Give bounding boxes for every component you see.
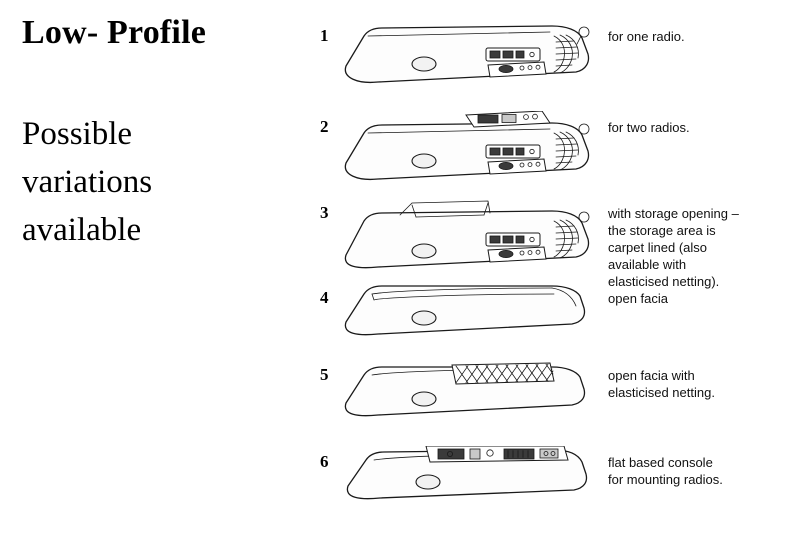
console-illustration-1 bbox=[338, 20, 608, 96]
page-subtitle bbox=[22, 110, 152, 254]
caption-line: elasticised netting. bbox=[608, 385, 715, 400]
console-illustration-5 bbox=[338, 359, 608, 425]
subtitle-line-2: variations bbox=[22, 164, 153, 200]
variation-caption-4 bbox=[608, 290, 793, 307]
caption-line: for two radios. bbox=[608, 120, 690, 135]
caption-line: open facia with bbox=[608, 368, 695, 383]
caption-line: for mounting radios. bbox=[608, 472, 723, 487]
variation-number-6: 6 bbox=[320, 452, 329, 471]
variation-caption-2 bbox=[608, 119, 793, 136]
caption-line: elasticised netting). bbox=[608, 274, 720, 289]
caption-line: for one radio. bbox=[608, 29, 685, 44]
caption-line: carpet lined (also bbox=[608, 240, 707, 255]
variation-number-3: 3 bbox=[320, 203, 329, 222]
subtitle-line-3: available bbox=[22, 212, 142, 248]
console-illustration-2 bbox=[338, 111, 608, 191]
caption-line: open facia bbox=[608, 291, 668, 306]
variation-caption-6 bbox=[608, 454, 793, 488]
page-title: Low- Profile bbox=[22, 14, 207, 51]
console-illustration-6 bbox=[338, 446, 608, 508]
variation-caption-5 bbox=[608, 367, 793, 401]
caption-line: available with bbox=[608, 257, 687, 272]
caption-line: the storage area is bbox=[608, 223, 716, 238]
subtitle-line-1: Possible bbox=[22, 116, 133, 152]
variation-number-2: 2 bbox=[320, 117, 329, 136]
caption-line: with storage opening – bbox=[608, 206, 739, 221]
console-illustration-4 bbox=[338, 282, 608, 344]
variation-number-1: 1 bbox=[320, 26, 329, 45]
variation-caption-3 bbox=[608, 205, 793, 290]
console-illustration-3 bbox=[338, 197, 608, 283]
variation-number-5: 5 bbox=[320, 365, 329, 384]
variation-caption-1 bbox=[608, 28, 793, 45]
variation-number-4: 4 bbox=[320, 288, 329, 307]
caption-line: flat based console bbox=[608, 455, 713, 470]
